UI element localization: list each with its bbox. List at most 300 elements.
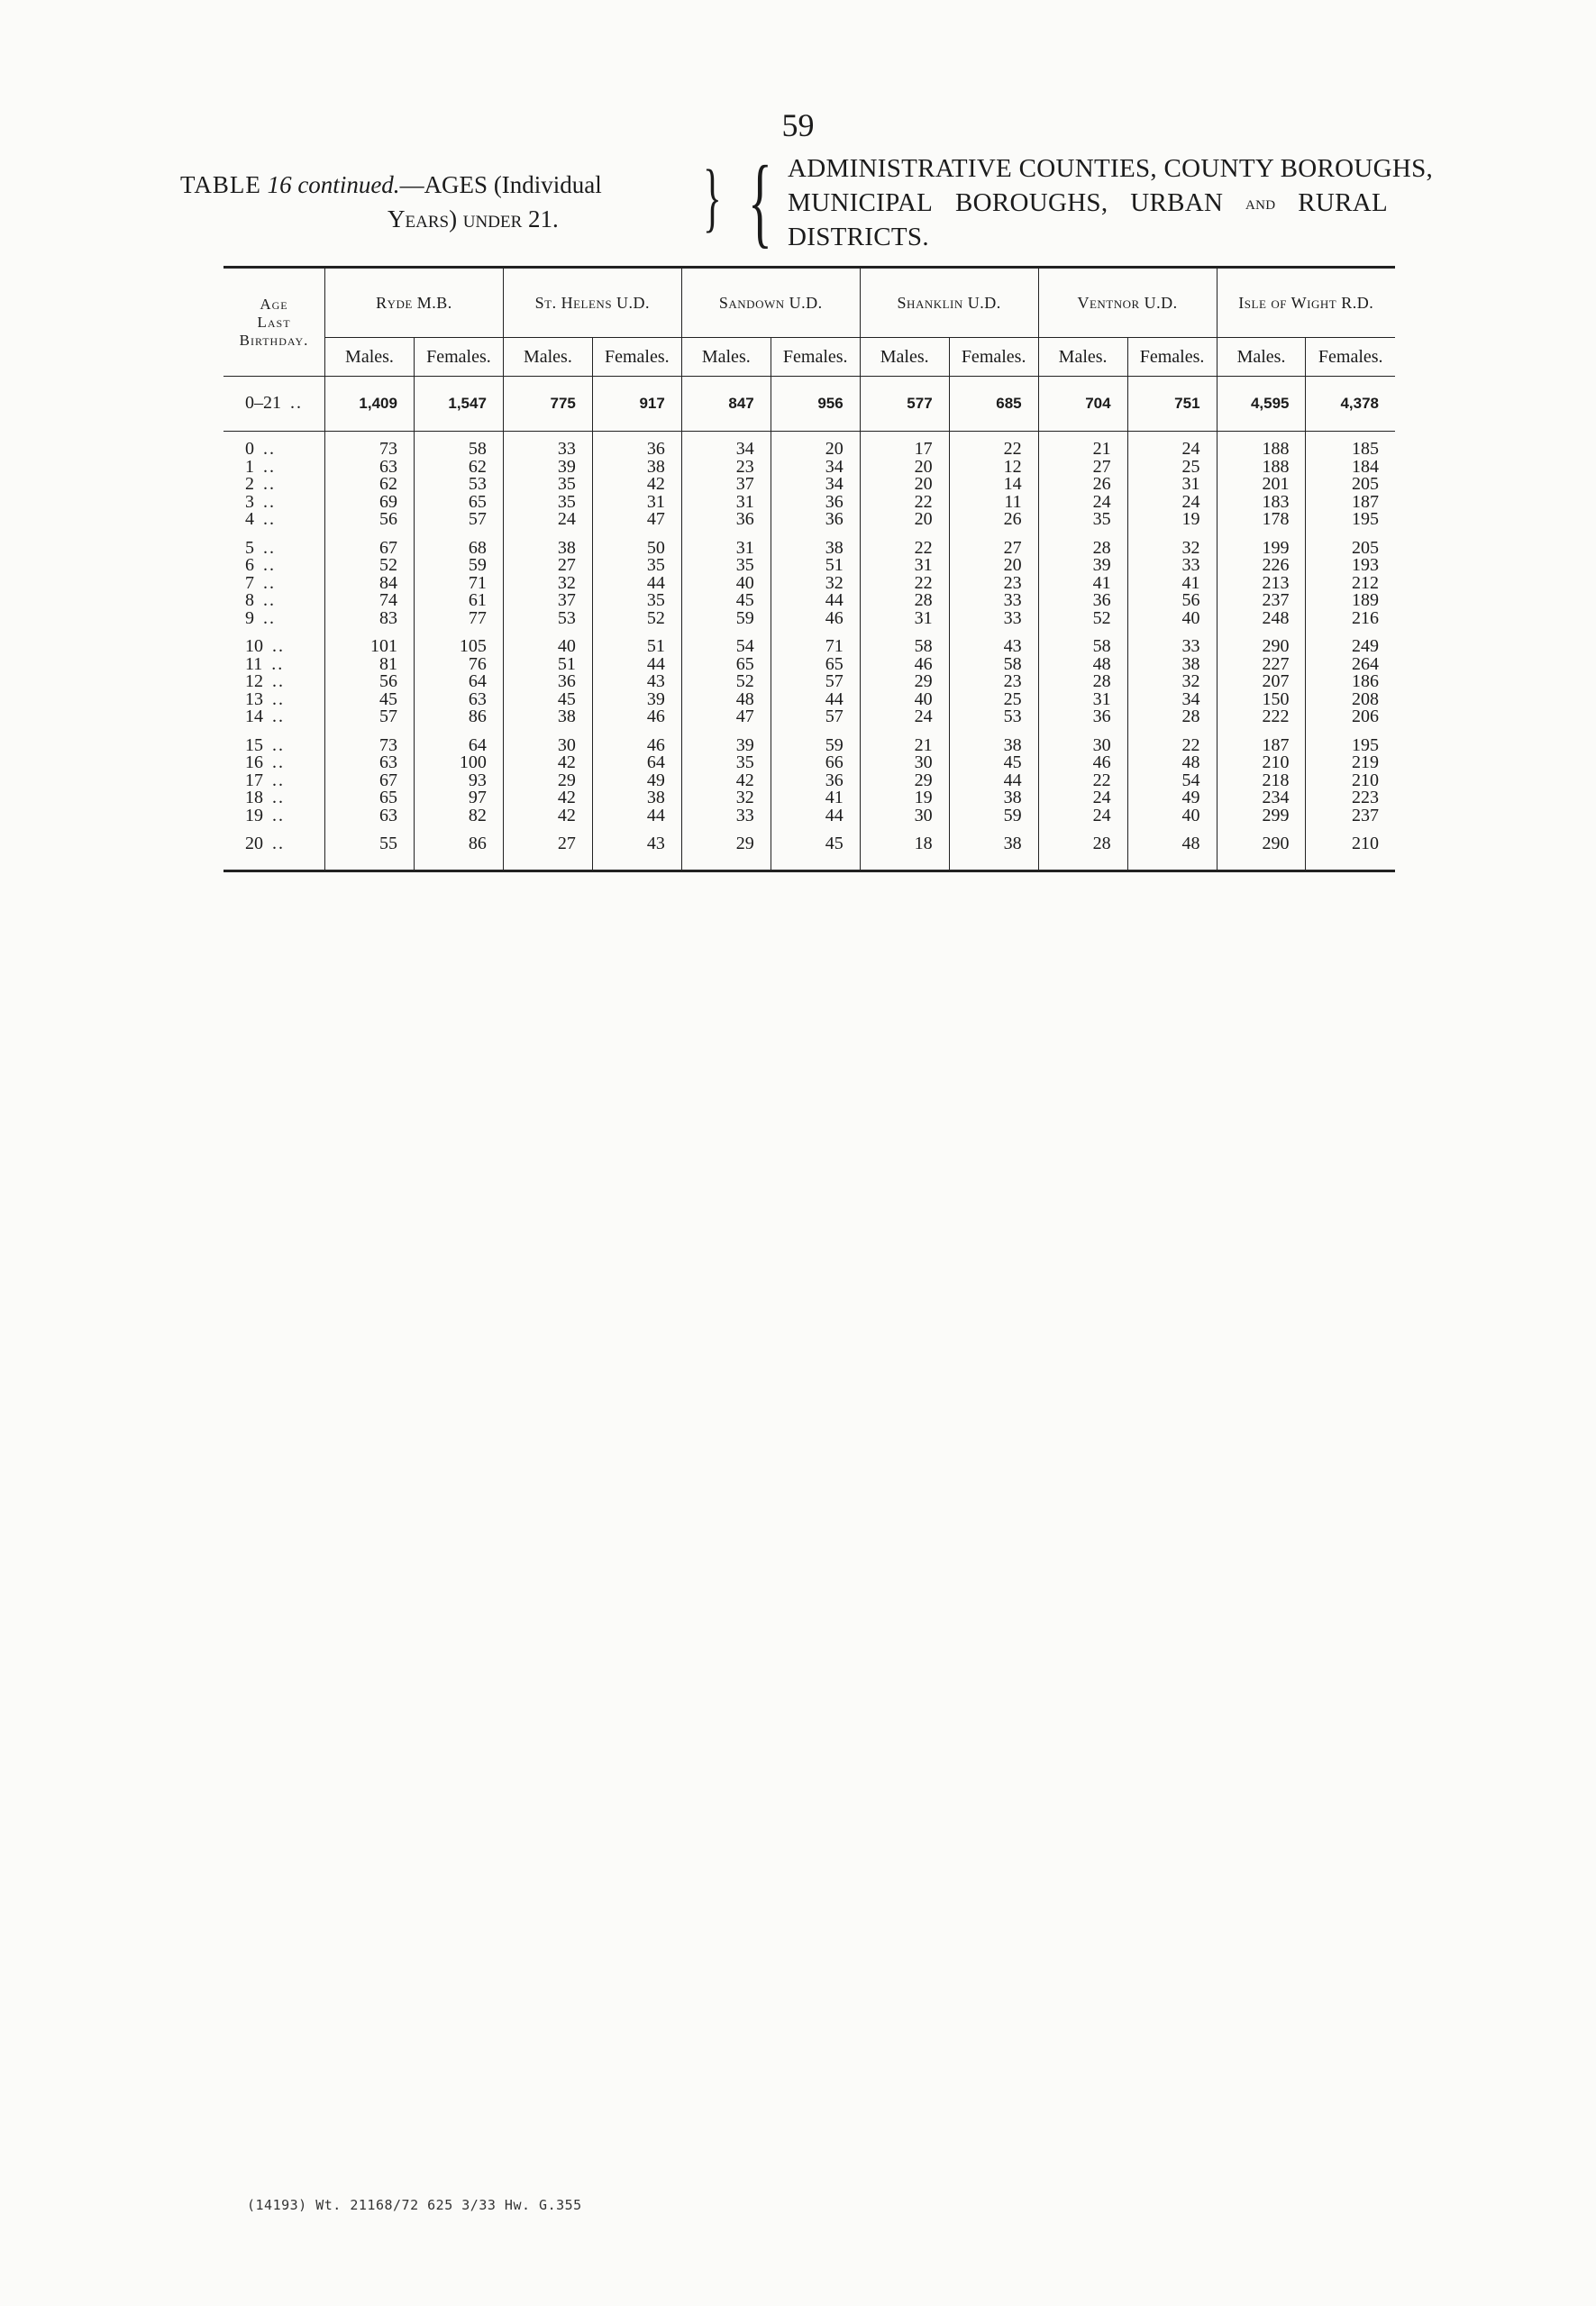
age-cell: 6 .. [223, 557, 325, 575]
table-row [223, 754, 1395, 772]
value-cell: 66 [771, 754, 860, 772]
value-cell: 51 [592, 638, 681, 656]
value-cell: 20 [771, 441, 860, 459]
value-cell: 22 [1038, 772, 1127, 790]
value-cell: 64 [592, 754, 681, 772]
age-cell: 17 .. [223, 772, 325, 790]
value-cell: 234 [1217, 789, 1306, 807]
district-header: Isle of Wight R.D. [1238, 293, 1374, 312]
value-cell: 19 [1127, 511, 1217, 529]
spacer-row [223, 529, 1395, 540]
table-body [223, 377, 1395, 871]
value-cell: 38 [771, 540, 860, 558]
table-row [223, 772, 1395, 790]
value-cell: 47 [592, 511, 681, 529]
value-cell: 22 [949, 441, 1038, 459]
district-header: Shanklin U.D. [860, 268, 1038, 338]
value-cell: 36 [503, 673, 592, 691]
value-cell: 46 [860, 656, 949, 674]
table-row [223, 494, 1395, 512]
value-cell: 248 [1217, 610, 1306, 628]
value-cell: 35 [1038, 511, 1127, 529]
value-cell: 40 [1127, 807, 1217, 825]
males-header: Males. [860, 338, 949, 377]
value-cell: 33 [1127, 557, 1217, 575]
value-cell: 38 [1127, 656, 1217, 674]
value-cell: 27 [1038, 459, 1127, 477]
value-cell: 22 [860, 540, 949, 558]
value-cell: 34 [681, 441, 771, 459]
value-cell: 775 [503, 377, 592, 432]
value-cell: 44 [949, 772, 1038, 790]
value-cell: 30 [503, 737, 592, 755]
value-cell: 226 [1217, 557, 1306, 575]
value-cell: 59 [771, 737, 860, 755]
value-cell: 67 [325, 540, 415, 558]
value-cell: 97 [414, 789, 503, 807]
value-cell: 65 [681, 656, 771, 674]
value-cell: 44 [771, 592, 860, 610]
value-cell: 38 [592, 789, 681, 807]
value-cell: 178 [1217, 511, 1306, 529]
value-cell: 150 [1217, 691, 1306, 709]
value-cell: 71 [414, 575, 503, 593]
value-cell: 43 [592, 673, 681, 691]
value-cell: 185 [1352, 439, 1379, 459]
value-cell: 188 [1217, 459, 1306, 477]
value-cell: 45 [949, 754, 1038, 772]
value-cell: 227 [1217, 656, 1306, 674]
value-cell: 38 [949, 737, 1038, 755]
males-header: Males. [681, 338, 771, 377]
age-cell: 18 .. [223, 789, 325, 807]
value-cell: 45 [681, 592, 771, 610]
males-header: Males. [503, 338, 592, 377]
value-cell: 210 [1217, 754, 1306, 772]
age-cell: 7 .. [223, 575, 325, 593]
value-cell: 212 [1352, 572, 1379, 593]
value-cell: 59 [681, 610, 771, 628]
value-cell: 25 [1127, 459, 1217, 477]
value-cell: 52 [681, 673, 771, 691]
age-cell: 5 .. [223, 540, 325, 558]
value-cell: 57 [414, 511, 503, 529]
value-cell: 51 [503, 656, 592, 674]
males-header: Males. [1217, 338, 1306, 377]
value-cell: 195 [1352, 734, 1379, 755]
table-row [223, 592, 1395, 610]
district-header: Sandown U.D. [681, 268, 860, 338]
value-cell: 38 [503, 708, 592, 726]
age-cell: 10 .. [223, 638, 325, 656]
value-cell: 101 [325, 638, 415, 656]
value-cell: 23 [949, 575, 1038, 593]
females-header: Females. [414, 338, 503, 377]
continued-label: continued. [297, 171, 400, 198]
value-cell: 210 [1352, 770, 1379, 790]
value-cell: 49 [592, 772, 681, 790]
value-cell: 42 [681, 772, 771, 790]
value-cell: 36 [771, 494, 860, 512]
value-cell: 1,547 [414, 377, 503, 432]
value-cell: 73 [325, 737, 415, 755]
table-row [223, 511, 1395, 529]
value-cell: 27 [949, 540, 1038, 558]
value-cell: 187 [1217, 737, 1306, 755]
spacer-row [223, 726, 1395, 737]
value-cell: 33 [681, 807, 771, 825]
value-cell: 11 [949, 494, 1038, 512]
table-row [223, 691, 1395, 709]
value-cell: 18 [860, 835, 949, 853]
value-cell: 237 [1217, 592, 1306, 610]
value-cell: 52 [1038, 610, 1127, 628]
value-cell: 188 [1217, 441, 1306, 459]
value-cell: 57 [325, 708, 415, 726]
value-cell: 28 [1038, 673, 1127, 691]
value-cell: 36 [1038, 708, 1127, 726]
value-cell: 63 [325, 807, 415, 825]
value-cell: 751 [1127, 377, 1217, 432]
value-cell: 290 [1217, 638, 1306, 656]
value-cell: 22 [1127, 737, 1217, 755]
age-cell: 14 .. [223, 708, 325, 726]
age-cell: 3 .. [223, 494, 325, 512]
value-cell: 20 [860, 476, 949, 494]
value-cell: 28 [1127, 708, 1217, 726]
title-right-line2: MUNICIPAL BOROUGHS, URBAN and RURAL [788, 188, 1388, 217]
value-cell: 249 [1352, 636, 1379, 656]
page-number: 59 [781, 107, 815, 143]
value-cell: 42 [503, 789, 592, 807]
value-cell: 25 [949, 691, 1038, 709]
district-header: St. Helens U.D. [503, 268, 681, 338]
value-cell: 38 [949, 835, 1038, 853]
value-cell: 37 [681, 476, 771, 494]
title-line1: —AGES (Individual [399, 171, 602, 198]
value-cell: 206 [1352, 706, 1379, 726]
table-row [223, 476, 1395, 494]
value-cell: 264 [1352, 653, 1379, 674]
value-cell: 76 [414, 656, 503, 674]
value-cell: 42 [503, 754, 592, 772]
age-cell: 8 .. [223, 592, 325, 610]
females-header: Females. [1306, 338, 1395, 377]
value-cell: 82 [414, 807, 503, 825]
value-cell: 30 [1038, 737, 1127, 755]
value-cell: 45 [771, 835, 860, 853]
value-cell: 40 [860, 691, 949, 709]
value-cell: 43 [949, 638, 1038, 656]
value-cell: 31 [592, 494, 681, 512]
value-cell: 38 [949, 789, 1038, 807]
value-cell: 17 [860, 441, 949, 459]
males-header: Males. [325, 338, 415, 377]
value-cell: 52 [325, 557, 415, 575]
value-cell: 186 [1352, 671, 1379, 691]
value-cell: 93 [414, 772, 503, 790]
value-cell: 62 [414, 459, 503, 477]
value-cell: 33 [949, 610, 1038, 628]
value-cell: 32 [1127, 540, 1217, 558]
value-cell: 52 [592, 610, 681, 628]
value-cell: 71 [771, 638, 860, 656]
value-cell: 34 [771, 476, 860, 494]
age-cell: 15 .. [223, 737, 325, 755]
value-cell: 86 [414, 708, 503, 726]
population-table [223, 266, 1395, 872]
title-right [788, 151, 1433, 254]
value-cell: 26 [949, 511, 1038, 529]
value-cell: 48 [1038, 656, 1127, 674]
table-row [223, 610, 1395, 628]
value-cell: 105 [414, 638, 503, 656]
value-cell: 30 [860, 807, 949, 825]
value-cell: 23 [681, 459, 771, 477]
value-cell: 30 [860, 754, 949, 772]
value-cell: 223 [1352, 788, 1379, 807]
value-cell: 218 [1217, 772, 1306, 790]
value-cell: 44 [592, 807, 681, 825]
table-row [223, 656, 1395, 674]
value-cell: 73 [325, 441, 415, 459]
value-cell: 704 [1038, 377, 1127, 432]
value-cell: 1,409 [325, 377, 415, 432]
value-cell: 31 [860, 557, 949, 575]
value-cell: 207 [1217, 673, 1306, 691]
table-label: TABLE [180, 171, 261, 198]
value-cell: 22 [860, 494, 949, 512]
value-cell: 917 [592, 377, 681, 432]
value-cell: 74 [325, 592, 415, 610]
table-number: 16 [267, 171, 292, 198]
females-header: Females. [1127, 338, 1217, 377]
value-cell: 34 [1127, 691, 1217, 709]
value-cell: 41 [1127, 575, 1217, 593]
value-cell: 28 [1038, 835, 1127, 853]
value-cell: 40 [681, 575, 771, 593]
value-cell: 36 [681, 511, 771, 529]
value-cell: 84 [325, 575, 415, 593]
value-cell: 29 [860, 673, 949, 691]
value-cell: 50 [592, 540, 681, 558]
value-cell: 44 [771, 691, 860, 709]
value-cell: 68 [414, 540, 503, 558]
value-cell: 51 [771, 557, 860, 575]
value-cell: 32 [1127, 673, 1217, 691]
value-cell: 27 [503, 835, 592, 853]
value-cell: 210 [1352, 834, 1379, 853]
table-row [223, 737, 1395, 755]
table-row [223, 441, 1395, 459]
value-cell: 46 [1038, 754, 1127, 772]
value-cell: 22 [860, 575, 949, 593]
value-cell: 63 [325, 754, 415, 772]
value-cell: 67 [325, 772, 415, 790]
table-title [180, 168, 602, 236]
value-cell: 42 [503, 807, 592, 825]
value-cell: 64 [414, 737, 503, 755]
value-cell: 4,595 [1217, 377, 1306, 432]
value-cell: 12 [949, 459, 1038, 477]
age-cell: 0 .. [223, 441, 325, 459]
value-cell: 184 [1352, 456, 1379, 477]
value-cell: 46 [592, 737, 681, 755]
age-cell: 12 .. [223, 673, 325, 691]
value-cell: 32 [503, 575, 592, 593]
value-cell: 237 [1352, 805, 1379, 825]
value-cell: 35 [592, 592, 681, 610]
value-cell: 36 [1038, 592, 1127, 610]
value-cell: 28 [1038, 540, 1127, 558]
age-cell: 9 .. [223, 610, 325, 628]
value-cell: 183 [1217, 494, 1306, 512]
value-cell: 219 [1352, 752, 1379, 772]
printer-imprint: (14193) Wt. 21168/72 625 3/33 Hw. G.355 [247, 2197, 582, 2213]
value-cell: 24 [1127, 494, 1217, 512]
females-header: Females. [949, 338, 1038, 377]
value-cell: 23 [949, 673, 1038, 691]
value-cell: 65 [414, 494, 503, 512]
value-cell: 39 [681, 737, 771, 755]
value-cell: 189 [1352, 590, 1379, 610]
value-cell: 39 [592, 691, 681, 709]
value-cell: 45 [503, 691, 592, 709]
value-cell: 31 [681, 540, 771, 558]
value-cell: 56 [325, 673, 415, 691]
age-cell: 11 .. [223, 656, 325, 674]
value-cell: 46 [592, 708, 681, 726]
value-cell: 59 [414, 557, 503, 575]
value-cell: 21 [860, 737, 949, 755]
value-cell: 205 [1352, 474, 1379, 494]
value-cell: 201 [1217, 476, 1306, 494]
value-cell: 24 [503, 511, 592, 529]
value-cell: 83 [325, 610, 415, 628]
value-cell: 29 [503, 772, 592, 790]
value-cell: 41 [771, 789, 860, 807]
spacer-row [223, 432, 1395, 442]
value-cell: 31 [681, 494, 771, 512]
title-line2: Years) under 21. [388, 205, 559, 232]
value-cell: 33 [1127, 638, 1217, 656]
table-row [223, 540, 1395, 558]
value-cell: 32 [771, 575, 860, 593]
value-cell: 29 [860, 772, 949, 790]
spacer-row [223, 825, 1395, 835]
value-cell: 57 [771, 673, 860, 691]
value-cell: 36 [771, 772, 860, 790]
table-row [223, 789, 1395, 807]
value-cell: 44 [771, 807, 860, 825]
value-cell: 31 [860, 610, 949, 628]
age-cell: 0–21 .. [223, 377, 325, 432]
value-cell: 33 [503, 441, 592, 459]
value-cell: 31 [1038, 691, 1127, 709]
value-cell: 847 [681, 377, 771, 432]
value-cell: 36 [592, 441, 681, 459]
females-header: Females. [592, 338, 681, 377]
value-cell: 100 [414, 754, 503, 772]
value-cell: 35 [681, 557, 771, 575]
value-cell: 54 [681, 638, 771, 656]
value-cell: 44 [592, 575, 681, 593]
value-cell: 20 [949, 557, 1038, 575]
table-row [223, 638, 1395, 656]
total-row [223, 377, 1395, 432]
value-cell: 299 [1217, 807, 1306, 825]
brace-right: } [703, 153, 722, 240]
spacer-row [223, 853, 1395, 871]
value-cell: 59 [949, 807, 1038, 825]
value-cell: 65 [325, 789, 415, 807]
value-cell: 57 [771, 708, 860, 726]
value-cell: 77 [414, 610, 503, 628]
title-right-line1: ADMINISTRATIVE COUNTIES, COUNTY BOROUGHS, [788, 154, 1434, 183]
value-cell: 63 [414, 691, 503, 709]
value-cell: 34 [771, 459, 860, 477]
males-header: Males. [1038, 338, 1127, 377]
value-cell: 44 [592, 656, 681, 674]
table-row [223, 459, 1395, 477]
value-cell: 58 [414, 441, 503, 459]
age-cell: 1 .. [223, 459, 325, 477]
value-cell: 58 [949, 656, 1038, 674]
table-row [223, 807, 1395, 825]
value-cell: 205 [1352, 537, 1379, 558]
district-header: Ventnor U.D. [1038, 268, 1217, 338]
brace-left: { [748, 146, 772, 258]
value-cell: 48 [1127, 835, 1217, 853]
value-cell: 46 [771, 610, 860, 628]
value-cell: 33 [949, 592, 1038, 610]
value-cell: 29 [681, 835, 771, 853]
value-cell: 49 [1127, 789, 1217, 807]
value-cell: 53 [949, 708, 1038, 726]
value-cell: 216 [1352, 607, 1379, 628]
value-cell: 53 [414, 476, 503, 494]
value-cell: 208 [1352, 688, 1379, 709]
value-cell: 81 [325, 656, 415, 674]
value-cell: 39 [1038, 557, 1127, 575]
age-cell: 16 .. [223, 754, 325, 772]
value-cell: 61 [414, 592, 503, 610]
value-cell: 24 [1038, 789, 1127, 807]
value-cell: 58 [860, 638, 949, 656]
value-cell: 14 [949, 476, 1038, 494]
value-cell: 65 [771, 656, 860, 674]
value-cell: 36 [771, 511, 860, 529]
age-cell: 13 .. [223, 691, 325, 709]
value-cell: 222 [1217, 708, 1306, 726]
value-cell: 38 [592, 459, 681, 477]
value-cell: 64 [414, 673, 503, 691]
age-cell: 4 .. [223, 511, 325, 529]
value-cell: 24 [1127, 441, 1217, 459]
value-cell: 45 [325, 691, 415, 709]
value-cell: 35 [592, 557, 681, 575]
value-cell: 577 [860, 377, 949, 432]
value-cell: 37 [503, 592, 592, 610]
value-cell: 62 [325, 476, 415, 494]
table-row [223, 835, 1395, 853]
value-cell: 56 [325, 511, 415, 529]
table-row [223, 557, 1395, 575]
spacer-row [223, 627, 1395, 638]
value-cell: 32 [681, 789, 771, 807]
value-cell: 41 [1038, 575, 1127, 593]
value-cell: 69 [325, 494, 415, 512]
